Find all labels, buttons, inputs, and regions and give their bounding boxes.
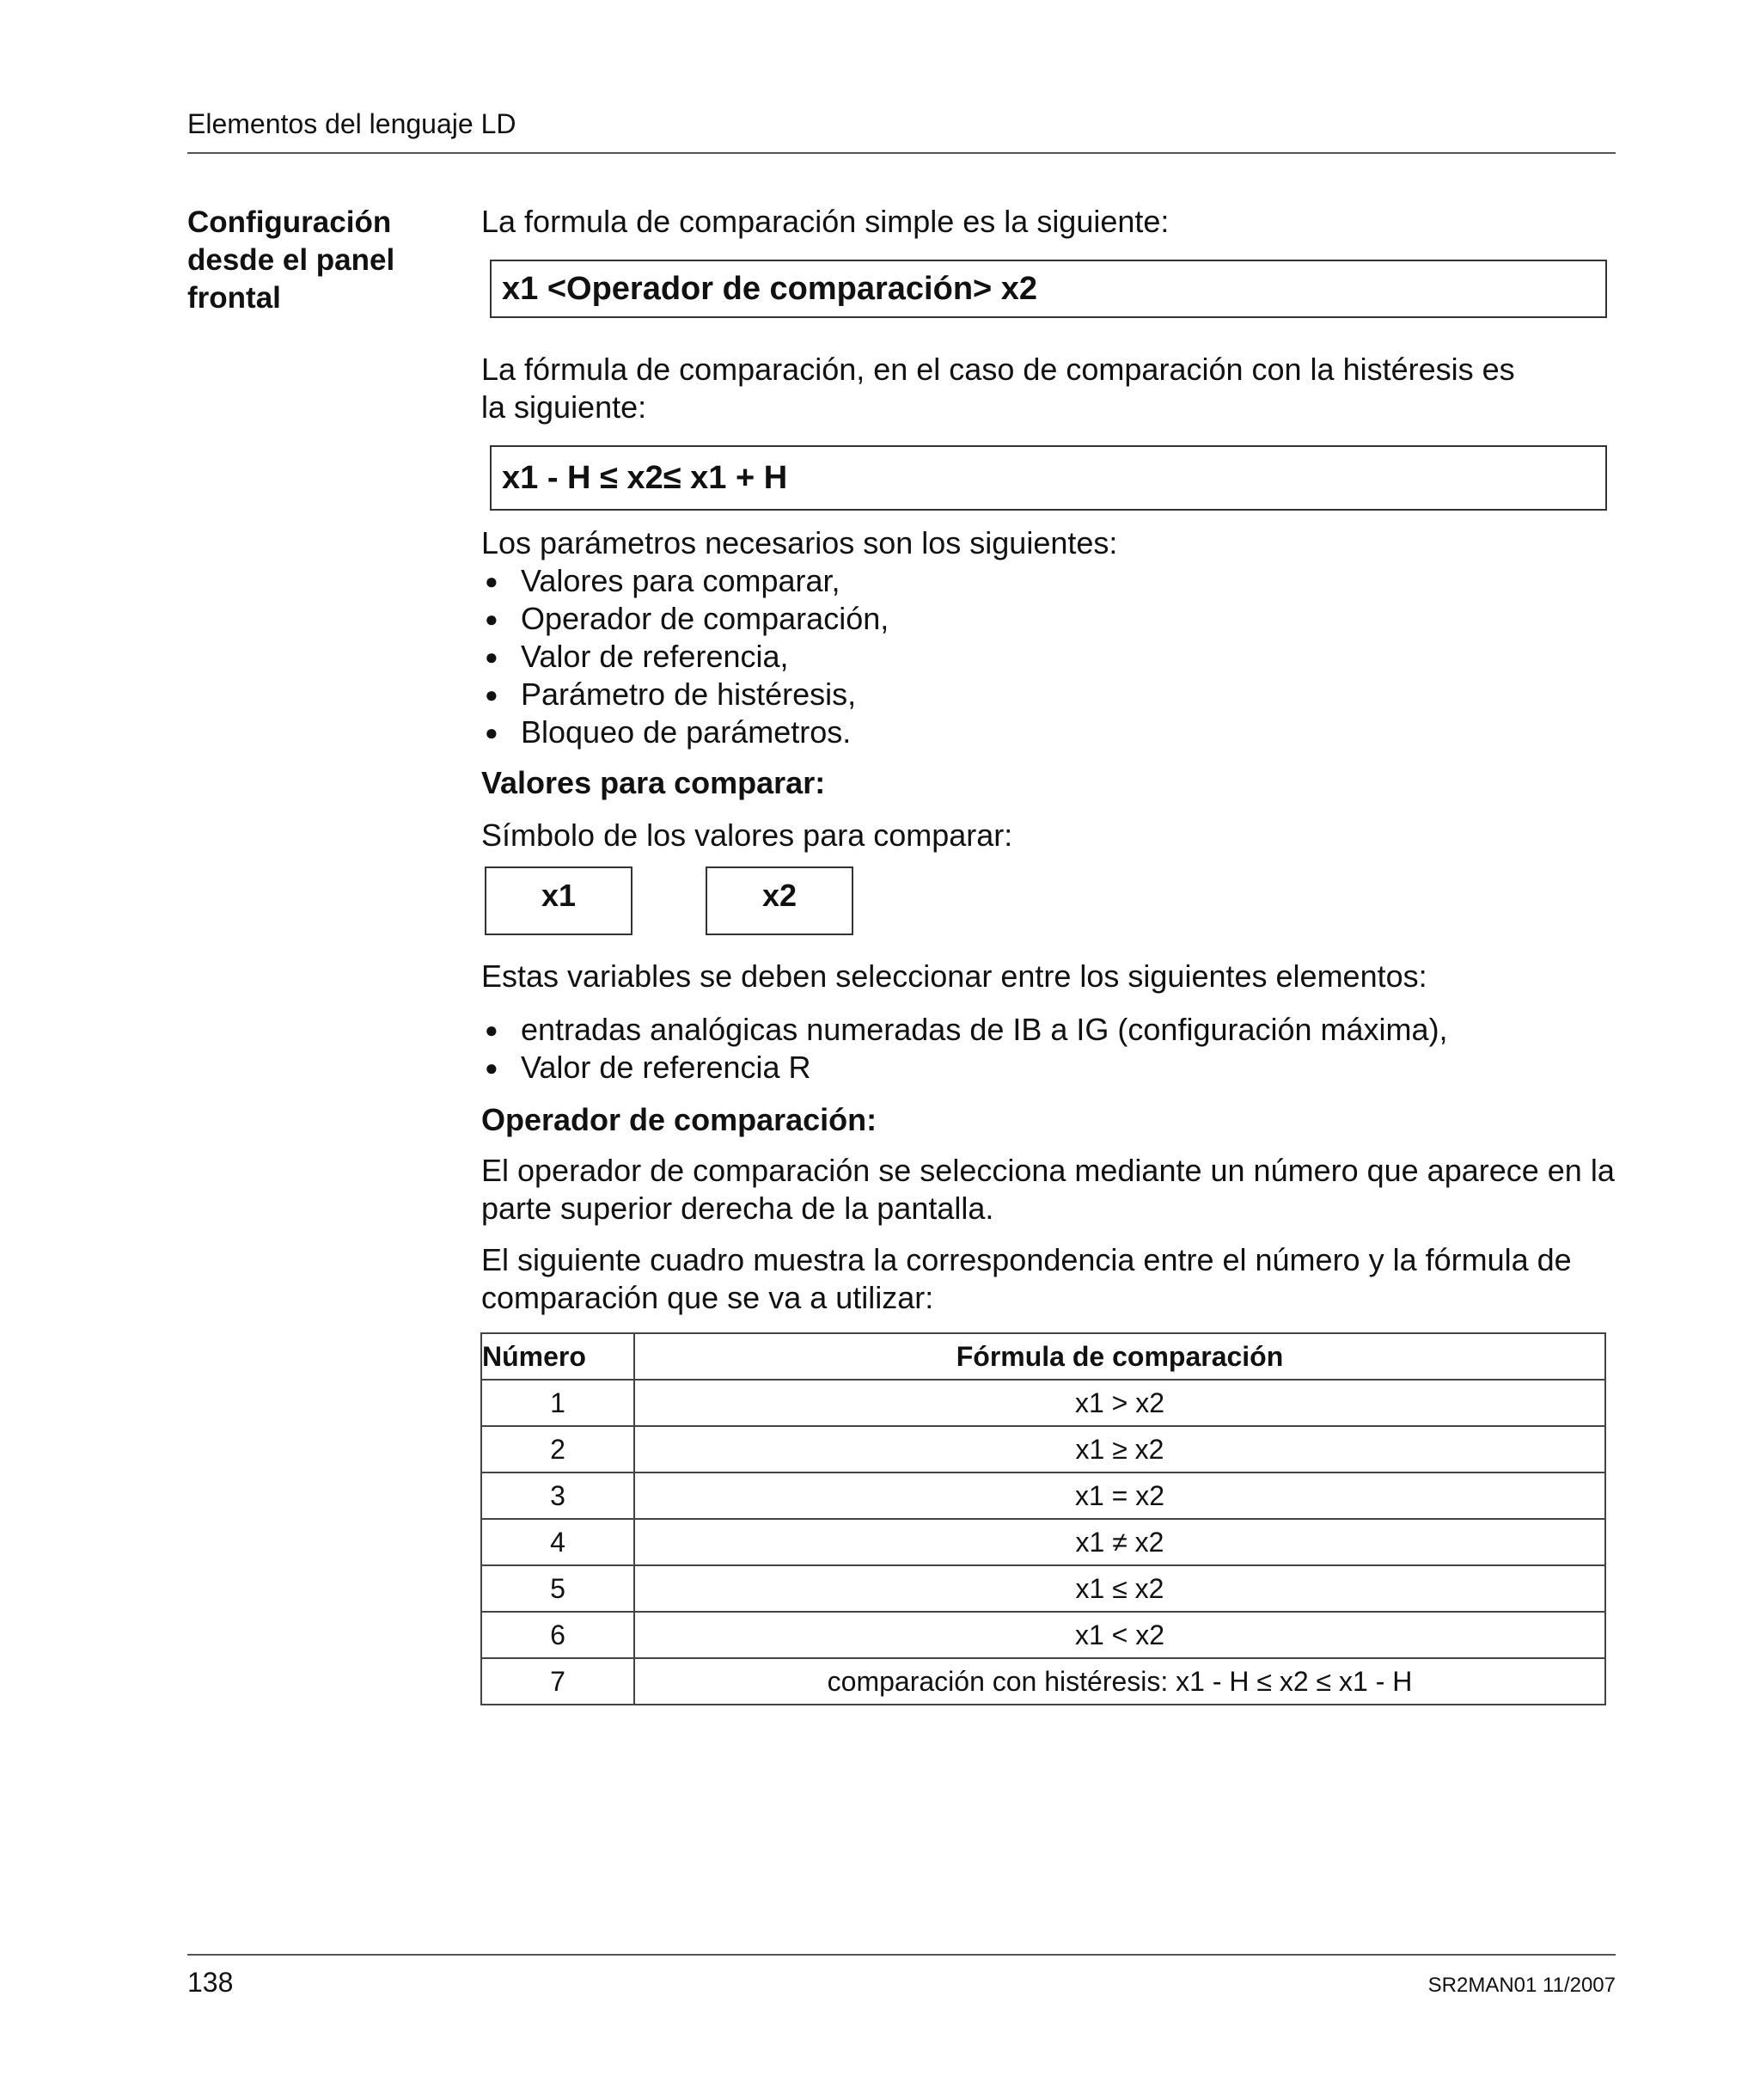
cell-number: 7: [481, 1658, 634, 1705]
table-row: [481, 1426, 1605, 1472]
variable-x2-box: x2: [706, 866, 853, 935]
table-row: [481, 1658, 1605, 1705]
cell-number: 5: [481, 1565, 634, 1612]
cell-formula: x1 > x2: [634, 1380, 1605, 1426]
table-intro-line: comparación que se va a utilizar:: [481, 1280, 934, 1315]
operator-text-line: El operador de comparación se selecciona mediante un número que aparece en la: [481, 1153, 1615, 1188]
list-item: ● Valor de referencia,: [481, 638, 889, 676]
operator-text-line: parte superior derecha de la pantalla.: [481, 1191, 994, 1226]
variables-intro: Estas variables se deben seleccionar entre los siguientes elementos:: [481, 958, 1427, 994]
header-numero: Número: [481, 1333, 634, 1380]
values-symbol-intro: Símbolo de los valores para comparar:: [481, 817, 1013, 853]
table-row: [481, 1612, 1605, 1658]
intro-simple: La formula de comparación simple es la siguiente:: [481, 204, 1170, 239]
operator-text: [481, 1152, 1624, 1228]
params-intro: Los parámetros necesarios son los siguientes:: [481, 525, 1118, 560]
list-item: ● Valores para comparar,: [481, 562, 889, 600]
cell-formula: x1 ≤ x2: [634, 1565, 1605, 1612]
page-number: 138: [187, 1967, 234, 1998]
intro-hysteresis-line: la siguiente:: [481, 389, 647, 425]
list-item: ● entradas analógicas numeradas de IB a IG (configuración máxima),: [481, 1011, 1448, 1049]
comparison-table: [480, 1332, 1606, 1705]
list-item: ● Parámetro de histéresis,: [481, 676, 889, 713]
cell-number: 2: [481, 1426, 634, 1472]
cell-formula: comparación con histéresis: x1 - H ≤ x2 ≤ x1 - H: [634, 1658, 1605, 1705]
sidebar-title-line: Configuración: [187, 205, 392, 239]
list-item: ● Valor de referencia R: [481, 1049, 1448, 1087]
table-row: [481, 1380, 1605, 1426]
list-item: ● Bloqueo de parámetros.: [481, 713, 889, 751]
cell-number: 3: [481, 1472, 634, 1519]
page-header-title: Elementos del lenguaje LD: [187, 108, 516, 139]
table-row: [481, 1519, 1605, 1565]
params-list: [481, 562, 889, 751]
formula-hysteresis-box: x1 - H ≤ x2≤ x1 + H: [490, 445, 1607, 511]
cell-formula: x1 = x2: [634, 1472, 1605, 1519]
formula-simple-box: x1 <Operador de comparación> x2: [490, 260, 1607, 318]
cell-formula: x1 < x2: [634, 1612, 1605, 1658]
sidebar-title-line: desde el panel: [187, 243, 395, 277]
list-item: ● Operador de comparación,: [481, 600, 889, 638]
intro-hysteresis-line: La fórmula de comparación, en el caso de comparación con la histéresis es: [481, 352, 1515, 387]
cell-number: 6: [481, 1612, 634, 1658]
cell-number: 4: [481, 1519, 634, 1565]
table-intro: [481, 1241, 1624, 1317]
operator-heading: Operador de comparación:: [481, 1102, 877, 1137]
sidebar-title-line: frontal: [187, 281, 281, 315]
cell-number: 1: [481, 1380, 634, 1426]
table-row: [481, 1565, 1605, 1612]
header-formula: Fórmula de comparación: [634, 1333, 1605, 1380]
footer-divider: [187, 1954, 1616, 1956]
section-sidebar-title: [187, 204, 462, 317]
table-intro-line: El siguiente cuadro muestra la correspondencia entre el número y la fórmula de: [481, 1242, 1572, 1277]
cell-formula: x1 ≥ x2: [634, 1426, 1605, 1472]
document-reference: SR2MAN01 11/2007: [1427, 1974, 1616, 1997]
values-heading: Valores para comparar:: [481, 765, 826, 800]
variables-list: [481, 1011, 1448, 1087]
intro-hysteresis: [481, 351, 1616, 426]
header-divider: [187, 152, 1616, 154]
variable-x1-box: x1: [485, 866, 632, 935]
table-row: [481, 1472, 1605, 1519]
table-header-row: [481, 1333, 1605, 1380]
cell-formula: x1 ≠ x2: [634, 1519, 1605, 1565]
